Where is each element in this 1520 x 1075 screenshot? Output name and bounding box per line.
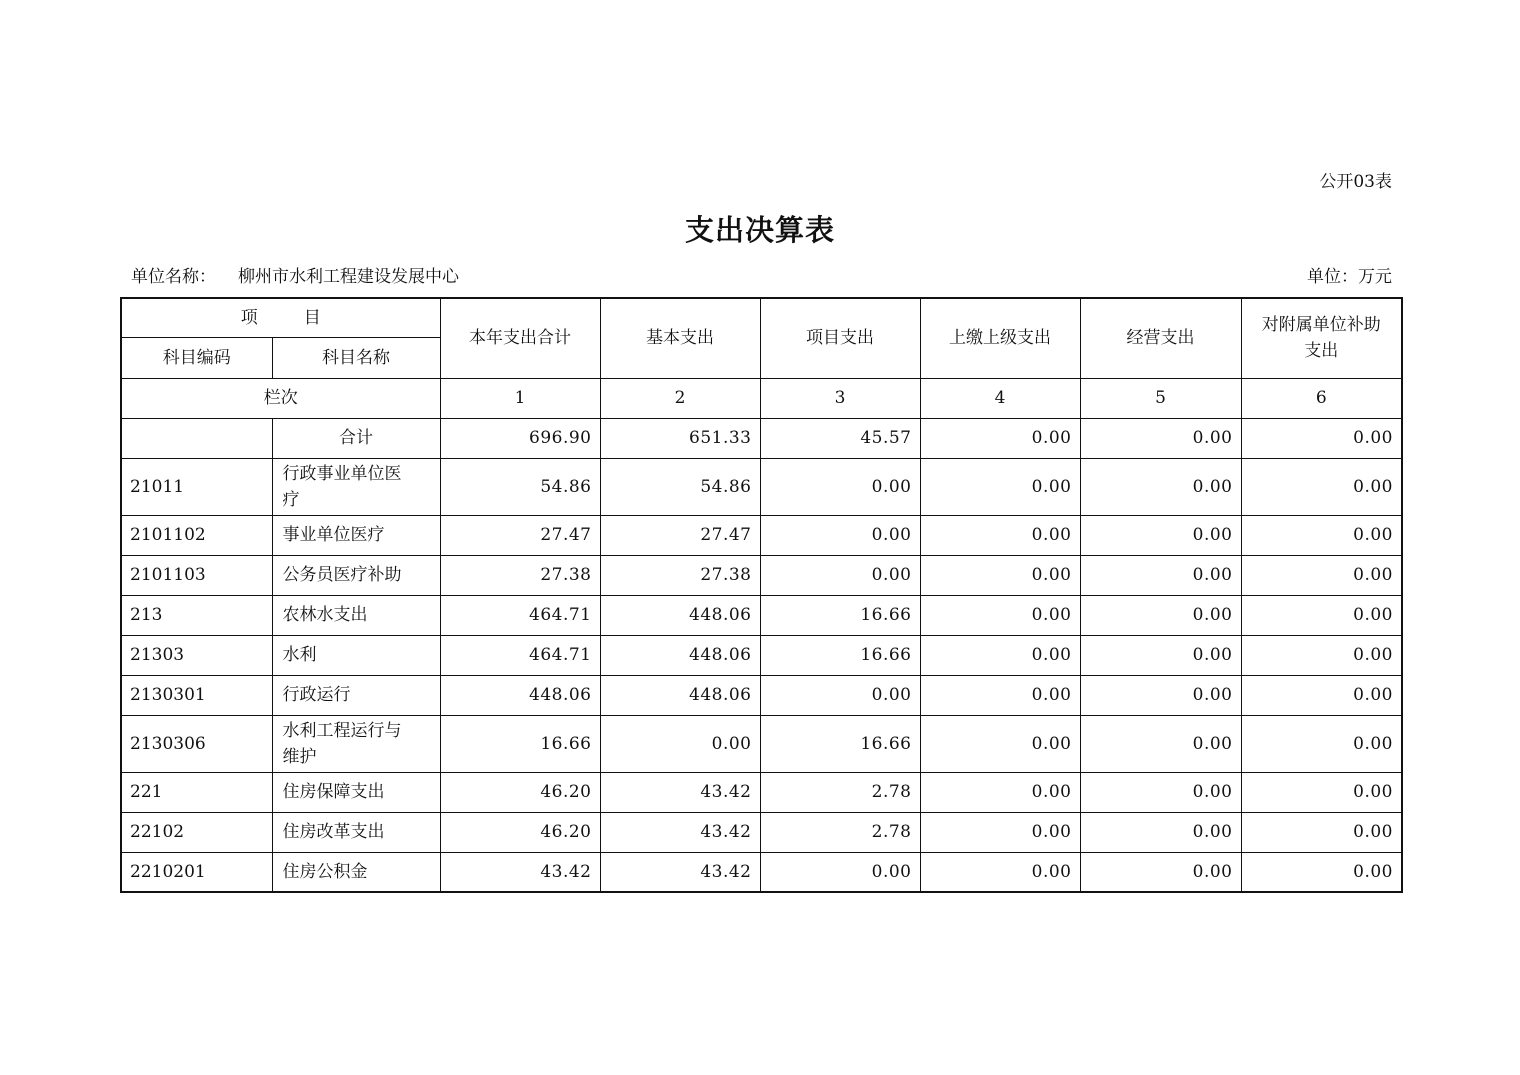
row-total: 46.20 (440, 772, 600, 812)
row-subsidy: 0.00 (1241, 595, 1402, 635)
row-total: 46.20 (440, 812, 600, 852)
row-name: 水利工程运行与维护 (272, 715, 440, 772)
row-basic: 651.33 (600, 418, 760, 458)
table-row (121, 772, 1402, 812)
row-name: 农林水支出 (272, 595, 440, 635)
table-row (121, 715, 1402, 772)
header-upper: 上缴上级支出 (920, 298, 1080, 378)
page-title: 支出决算表 (684, 213, 835, 247)
row-basic: 27.38 (600, 555, 760, 595)
column-index-2: 2 (600, 378, 760, 418)
row-upper: 0.00 (920, 715, 1080, 772)
row-subsidy: 0.00 (1241, 675, 1402, 715)
row-total: 16.66 (440, 715, 600, 772)
row-name: 行政事业单位医疗 (272, 458, 440, 515)
row-business: 0.00 (1080, 675, 1241, 715)
column-index-1: 1 (440, 378, 600, 418)
table-row (121, 812, 1402, 852)
row-subsidy: 0.00 (1241, 418, 1402, 458)
column-index-4: 4 (920, 378, 1080, 418)
row-business: 0.00 (1080, 852, 1241, 892)
row-total: 43.42 (440, 852, 600, 892)
expenditure-table (120, 297, 1403, 893)
header-item-a: 项 (240, 307, 258, 328)
row-subsidy: 0.00 (1241, 458, 1402, 515)
column-index-3: 3 (760, 378, 920, 418)
row-basic: 43.42 (600, 852, 760, 892)
row-business: 0.00 (1080, 555, 1241, 595)
column-index-6: 6 (1241, 378, 1402, 418)
row-name: 事业单位医疗 (272, 515, 440, 555)
row-upper: 0.00 (920, 595, 1080, 635)
row-business: 0.00 (1080, 515, 1241, 555)
header-basic: 基本支出 (600, 298, 760, 378)
row-project: 16.66 (760, 635, 920, 675)
row-total: 27.38 (440, 555, 600, 595)
row-basic: 43.42 (600, 812, 760, 852)
row-project: 0.00 (760, 458, 920, 515)
row-name: 行政运行 (272, 675, 440, 715)
row-project: 0.00 (760, 675, 920, 715)
header-project: 项目支出 (760, 298, 920, 378)
row-total: 54.86 (440, 458, 600, 515)
row-total: 27.47 (440, 515, 600, 555)
header-total: 本年支出合计 (440, 298, 600, 378)
table-row (121, 675, 1402, 715)
unit-name-label: 单位名称： (131, 267, 216, 287)
row-code: 21011 (121, 458, 272, 515)
row-total: 696.90 (440, 418, 600, 458)
row-basic: 43.42 (600, 772, 760, 812)
unit-name-value: 柳州市水利工程建设发展中心 (238, 267, 459, 287)
total-row (121, 418, 1402, 458)
row-project: 0.00 (760, 515, 920, 555)
row-upper: 0.00 (920, 458, 1080, 515)
column-index-5: 5 (1080, 378, 1241, 418)
header-name: 科目名称 (272, 337, 440, 378)
row-project: 16.66 (760, 715, 920, 772)
row-subsidy: 0.00 (1241, 812, 1402, 852)
row-subsidy: 0.00 (1241, 635, 1402, 675)
row-project: 2.78 (760, 812, 920, 852)
row-upper: 0.00 (920, 812, 1080, 852)
row-basic: 448.06 (600, 675, 760, 715)
row-business: 0.00 (1080, 772, 1241, 812)
row-total: 464.71 (440, 595, 600, 635)
row-subsidy: 0.00 (1241, 852, 1402, 892)
row-project: 0.00 (760, 555, 920, 595)
row-business: 0.00 (1080, 715, 1241, 772)
table-row (121, 458, 1402, 515)
column-index-label: 栏次 (121, 378, 440, 418)
row-name: 住房公积金 (272, 852, 440, 892)
header-code: 科目编码 (121, 337, 272, 378)
header-item (121, 298, 440, 337)
row-upper: 0.00 (920, 772, 1080, 812)
form-number: 公开03表 (1319, 172, 1392, 192)
table-row (121, 555, 1402, 595)
row-subsidy: 0.00 (1241, 515, 1402, 555)
row-project: 0.00 (760, 852, 920, 892)
table-row (121, 852, 1402, 892)
row-upper: 0.00 (920, 675, 1080, 715)
row-name: 住房保障支出 (272, 772, 440, 812)
row-project: 2.78 (760, 772, 920, 812)
row-business: 0.00 (1080, 418, 1241, 458)
row-upper: 0.00 (920, 418, 1080, 458)
row-name: 住房改革支出 (272, 812, 440, 852)
row-upper: 0.00 (920, 515, 1080, 555)
row-business: 0.00 (1080, 458, 1241, 515)
header-business: 经营支出 (1080, 298, 1241, 378)
row-business: 0.00 (1080, 595, 1241, 635)
row-name: 水利 (272, 635, 440, 675)
row-code: 21303 (121, 635, 272, 675)
unit-name-line (131, 266, 459, 288)
row-total: 448.06 (440, 675, 600, 715)
row-code: 221 (121, 772, 272, 812)
row-code: 2130306 (121, 715, 272, 772)
header-subsidy: 对附属单位补助支出 (1241, 298, 1402, 378)
table-row (121, 595, 1402, 635)
row-name: 合计 (272, 418, 440, 458)
row-project: 16.66 (760, 595, 920, 635)
row-code: 2101102 (121, 515, 272, 555)
row-code: 2210201 (121, 852, 272, 892)
row-subsidy: 0.00 (1241, 555, 1402, 595)
row-total: 464.71 (440, 635, 600, 675)
currency-unit: 单位：万元 (1307, 267, 1392, 287)
row-code: 2101103 (121, 555, 272, 595)
row-code (121, 418, 272, 458)
row-code: 2130301 (121, 675, 272, 715)
row-code: 213 (121, 595, 272, 635)
header-item-b: 目 (303, 307, 321, 328)
row-basic: 27.47 (600, 515, 760, 555)
table-row (121, 515, 1402, 555)
header-row-1 (121, 298, 1402, 337)
row-basic: 54.86 (600, 458, 760, 515)
row-business: 0.00 (1080, 635, 1241, 675)
row-upper: 0.00 (920, 635, 1080, 675)
row-name: 公务员医疗补助 (272, 555, 440, 595)
row-basic: 448.06 (600, 595, 760, 635)
row-code: 22102 (121, 812, 272, 852)
row-upper: 0.00 (920, 852, 1080, 892)
row-project: 45.57 (760, 418, 920, 458)
row-subsidy: 0.00 (1241, 715, 1402, 772)
row-basic: 448.06 (600, 635, 760, 675)
row-upper: 0.00 (920, 555, 1080, 595)
row-business: 0.00 (1080, 812, 1241, 852)
row-subsidy: 0.00 (1241, 772, 1402, 812)
column-index-row (121, 378, 1402, 418)
table-row (121, 635, 1402, 675)
row-basic: 0.00 (600, 715, 760, 772)
